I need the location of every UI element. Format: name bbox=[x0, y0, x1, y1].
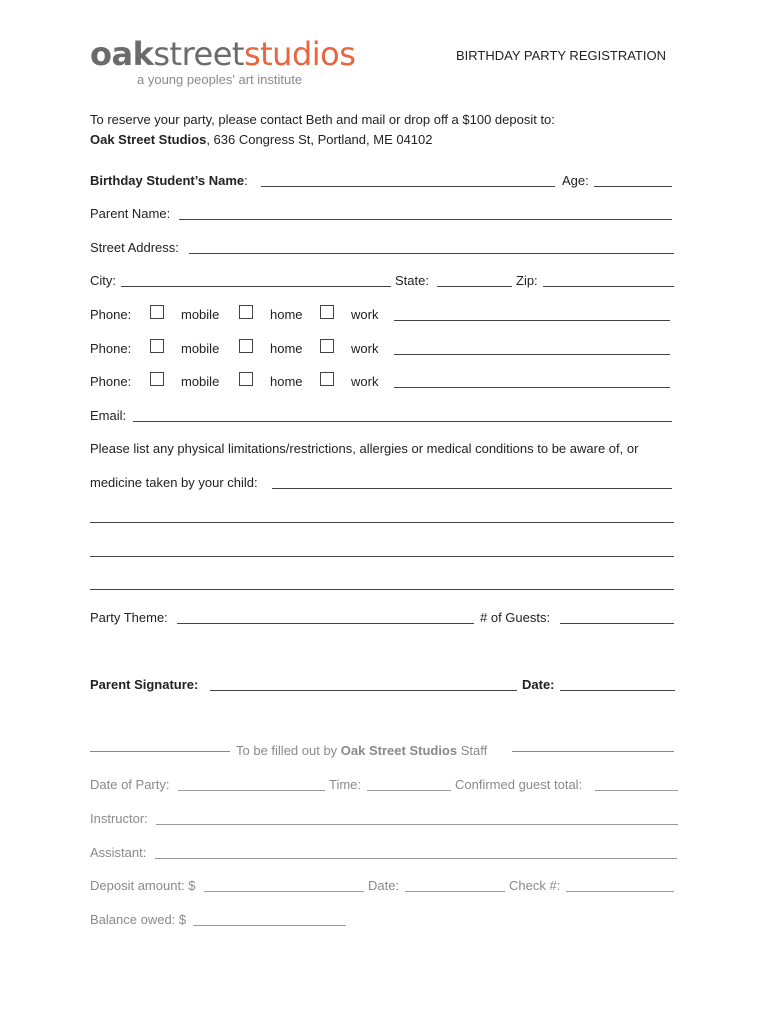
deposit-label: Deposit amount: $ bbox=[90, 878, 196, 893]
check-field[interactable] bbox=[566, 891, 674, 892]
work-label: work bbox=[351, 307, 379, 322]
guests-label: # of Guests: bbox=[480, 610, 551, 625]
studio-logo: oakstreetstudios bbox=[90, 35, 356, 73]
phone1-home-checkbox[interactable] bbox=[239, 305, 253, 319]
check-label: Check #: bbox=[509, 878, 561, 893]
parent-name-field[interactable] bbox=[179, 219, 672, 220]
mobile-label: mobile bbox=[181, 341, 220, 356]
party-theme-label: Party Theme: bbox=[90, 610, 168, 625]
phone1-mobile-checkbox[interactable] bbox=[150, 305, 164, 319]
work-label: work bbox=[351, 341, 379, 356]
time-field[interactable] bbox=[367, 790, 451, 791]
email-field[interactable] bbox=[133, 421, 672, 422]
assistant-field[interactable] bbox=[155, 858, 677, 859]
parent-signature-label: Parent Signature: bbox=[90, 677, 199, 692]
signature-date-field[interactable] bbox=[560, 690, 675, 691]
balance-label: Balance owed: $ bbox=[90, 912, 187, 927]
age-field[interactable] bbox=[594, 186, 672, 187]
city-field[interactable] bbox=[121, 286, 391, 287]
deposit-date-field[interactable] bbox=[405, 891, 505, 892]
phone1-field[interactable] bbox=[394, 320, 670, 321]
state-label: State: bbox=[395, 273, 429, 288]
city-label: City: bbox=[90, 273, 116, 288]
guests-field[interactable] bbox=[560, 623, 674, 624]
limitations-line[interactable] bbox=[90, 522, 674, 523]
deposit-field[interactable] bbox=[204, 891, 364, 892]
home-label: home bbox=[270, 307, 303, 322]
instructor-field[interactable] bbox=[156, 824, 678, 825]
state-field[interactable] bbox=[437, 286, 512, 287]
intro-line: To reserve your party, please contact Beth and mail or drop off a $100 deposit to: bbox=[90, 112, 555, 127]
phone3-home-checkbox[interactable] bbox=[239, 372, 253, 386]
phone1-work-checkbox[interactable] bbox=[320, 305, 334, 319]
confirmed-total-label: Confirmed guest total: bbox=[455, 777, 583, 792]
assistant-label: Assistant: bbox=[90, 845, 147, 860]
intro-address: Oak Street Studios, 636 Congress St, Portland, ME 04102 bbox=[90, 132, 433, 147]
work-label: work bbox=[351, 374, 379, 389]
parent-name-label: Parent Name: bbox=[90, 206, 171, 221]
phone2-work-checkbox[interactable] bbox=[320, 339, 334, 353]
phone2-home-checkbox[interactable] bbox=[239, 339, 253, 353]
tagline: a young peoples' art institute bbox=[137, 72, 303, 87]
party-theme-field[interactable] bbox=[177, 623, 474, 624]
deposit-date-label: Date: bbox=[368, 878, 400, 893]
limitations-line[interactable] bbox=[90, 556, 674, 557]
date-of-party-field[interactable] bbox=[178, 790, 325, 791]
mobile-label: mobile bbox=[181, 374, 220, 389]
home-label: home bbox=[270, 374, 303, 389]
staff-divider-left bbox=[90, 751, 230, 752]
confirmed-total-field[interactable] bbox=[595, 790, 678, 791]
street-address-field[interactable] bbox=[189, 253, 674, 254]
student-name-field[interactable] bbox=[261, 186, 555, 187]
staff-divider-label: To be filled out by Oak Street Studios Staff bbox=[236, 743, 488, 758]
age-label: Age: bbox=[562, 173, 589, 188]
form-title: BIRTHDAY PARTY REGISTRATION bbox=[456, 48, 666, 63]
street-address-label: Street Address: bbox=[90, 240, 179, 255]
balance-field[interactable] bbox=[193, 925, 346, 926]
zip-label: Zip: bbox=[516, 273, 538, 288]
medicine-label: medicine taken by your child: bbox=[90, 475, 258, 490]
instructor-label: Instructor: bbox=[90, 811, 148, 826]
phone3-field[interactable] bbox=[394, 387, 670, 388]
signature-date-label: Date: bbox=[522, 677, 555, 692]
time-label: Time: bbox=[329, 777, 362, 792]
staff-divider-right bbox=[512, 751, 674, 752]
phone2-field[interactable] bbox=[394, 354, 670, 355]
limitations-line[interactable] bbox=[90, 589, 674, 590]
phone3-work-checkbox[interactable] bbox=[320, 372, 334, 386]
parent-signature-field[interactable] bbox=[210, 690, 517, 691]
limitations-label: Please list any physical limitations/restrictions, allergies or medical conditions to be aware of, or bbox=[90, 441, 639, 456]
student-name-label: Birthday Student’s Name: bbox=[90, 173, 248, 188]
date-of-party-label: Date of Party: bbox=[90, 777, 170, 792]
medicine-field[interactable] bbox=[272, 488, 672, 489]
phone-label: Phone: bbox=[90, 341, 132, 356]
mobile-label: mobile bbox=[181, 307, 220, 322]
phone-label: Phone: bbox=[90, 307, 132, 322]
phone-label: Phone: bbox=[90, 374, 132, 389]
phone3-mobile-checkbox[interactable] bbox=[150, 372, 164, 386]
email-label: Email: bbox=[90, 408, 127, 423]
phone2-mobile-checkbox[interactable] bbox=[150, 339, 164, 353]
home-label: home bbox=[270, 341, 303, 356]
zip-field[interactable] bbox=[543, 286, 674, 287]
